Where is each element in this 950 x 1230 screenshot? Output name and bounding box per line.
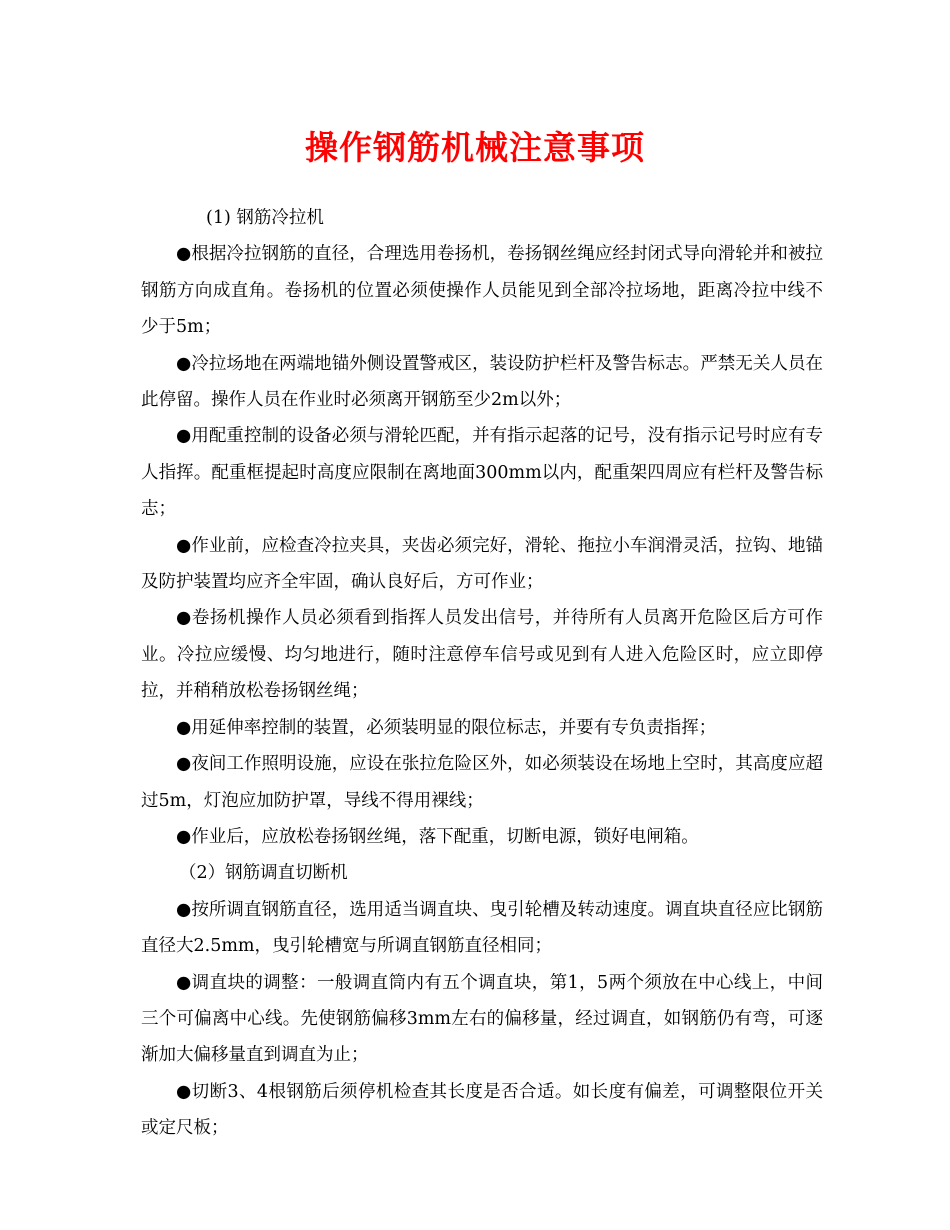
document-body (141, 200, 823, 1147)
paragraph: ●作业前，应检查冷拉夹具，夹齿必须完好，滑轮、拖拉小车润滑灵活，拉钩、地锚及防护装置均应齐全牢固，确认良好后，方可作业； (141, 535, 823, 593)
paragraph: ●夜间工作照明设施，应设在张拉危险区外，如必须装设在场地上空时，其高度应超过5m，灯泡应加防护罩，导线不得用裸线； (141, 754, 823, 811)
paragraph: ●作业后，应放松卷扬钢丝绳，落下配重，切断电源，锁好电闸箱。 (176, 826, 699, 847)
paragraph: ●根据冷拉钢筋的直径，合理选用卷扬机，卷扬钢丝绳应经封闭式导向滑轮并和被拉钢筋方向成直角。卷扬机的位置必须使操作人员能见到全部冷拉场地，距离冷拉中线不少于5m； (141, 244, 823, 338)
paragraph: ●用延伸率控制的装置，必须装明显的限位标志，并要有专负责指挥； (176, 717, 717, 738)
document-title: 操作钢筋机械注意事项 (305, 128, 645, 167)
paragraph: ●调直块的调整：一般调直筒内有五个调直块，第1，5两个须放在中心线上，中间三个可偏离中心线。先使钢筋偏移3mm左右的偏移量，经过调直，如钢筋仍有弯，可逐渐加大偏移量直到调直为止； (141, 972, 823, 1066)
section-heading-1: (1) 钢筋冷拉机 (206, 208, 324, 228)
paragraph: ●用配重控制的设备必须与滑轮匹配，并有指示起落的记号，没有指示记号时应有专人指挥。配重框提起时高度应限制在离地面300mm以内，配重架四周应有栏杆及警告标志； (141, 426, 823, 520)
section-heading-2: （2）钢筋调直切断机 (179, 863, 348, 884)
paragraph: ●按所调直钢筋直径，选用适当调直块、曳引轮槽及转动速度。调直块直径应比钢筋直径大2.5mm，曳引轮槽宽与所调直钢筋直径相同； (141, 899, 823, 957)
paragraph: ●切断3、4根钢筋后须停机检查其长度是否合适。如长度有偏差，可调整限位开关或定尺板； (141, 1081, 823, 1139)
paragraph: ●卷扬机操作人员必须看到指挥人员发出信号，并待所有人员离开危险区后方可作业。冷拉应缓慢、均匀地进行，随时注意停车信号或见到有人进入危险区时，应立即停拉，并稍稍放松卷扬钢丝绳； (141, 608, 823, 702)
paragraph: ●冷拉场地在两端地锚外侧设置警戒区，装设防护栏杆及警告标志。严禁无关人员在此停留。操作人员在作业时必须离开钢筋至少2m以外； (141, 353, 823, 411)
